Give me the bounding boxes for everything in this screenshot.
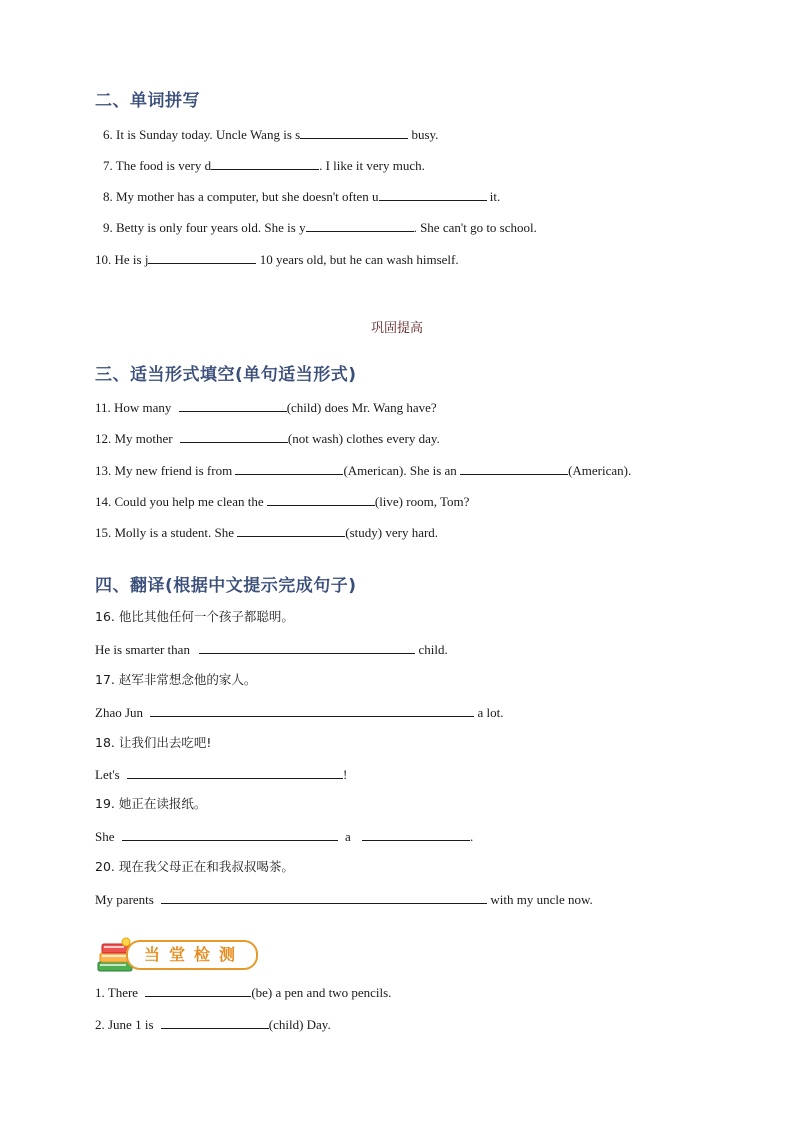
answer-blank[interactable] [211,157,319,170]
answer-blank[interactable] [145,984,251,997]
question-text: She [95,829,118,844]
question-text: 6. It is Sunday today. Uncle Wang is s [103,127,301,142]
question-6 [103,126,438,143]
question-text: it. [486,189,501,204]
answer-blank[interactable] [362,828,470,841]
question-13 [95,462,631,479]
question-16-prompt: 16. 他比其他任何一个孩子都聪明。 [95,609,294,624]
question-17-prompt: 17. 赵军非常想念他的家人。 [95,672,257,687]
question-text: 10 years old, but he can wash himself. [256,252,459,267]
question-12 [95,430,440,447]
answer-blank[interactable] [150,704,474,717]
question-text: 14. Could you help me clean the [95,494,267,509]
question-9 [103,219,537,236]
question-text: (not wash) clothes every day. [287,431,440,446]
question-20-answer [95,891,593,908]
question-text: 13. My new friend is from [95,463,236,478]
question-16-answer [95,641,448,658]
question-text: . I like it very much. [319,158,425,173]
question-text: 7. The food is very d [103,158,212,173]
question-text: My parents [95,892,158,907]
question-text: (American). [568,463,632,478]
question-text: (child) does Mr. Wang have? [286,400,437,415]
question-18-prompt: 18. 让我们出去吃吧! [95,735,212,750]
question-text: 11. How many [95,400,175,415]
consolidate-label: 巩固提高 [370,321,423,336]
answer-blank[interactable] [180,430,288,443]
question-text: 9. Betty is only four years old. She is y [103,220,306,235]
question-8 [103,188,500,205]
question-text: with my uncle now. [487,892,593,907]
question-7 [103,157,425,174]
question-text: 15. Molly is a student. She [95,525,238,540]
test-question-2 [95,1016,331,1033]
classroom-test-badge [96,936,261,976]
question-text: (child) Day. [268,1017,331,1032]
question-18-answer [95,766,347,783]
question-19-prompt: 19. 她正在读报纸。 [95,796,207,811]
answer-blank[interactable] [148,251,256,264]
answer-blank[interactable] [161,891,487,904]
badge-label: 当堂检测 [144,945,245,964]
section-title-translation: 四、翻译(根据中文提示完成句子) [95,576,357,596]
question-text: 10. He is j [95,252,149,267]
question-text: 1. There [95,985,142,1000]
question-text: a [341,829,355,844]
answer-blank[interactable] [199,641,415,654]
question-text: (be) a pen and two pencils. [251,985,392,1000]
answer-blank[interactable] [237,524,345,537]
question-text: 2. June 1 is [95,1017,157,1032]
question-19-answer [95,828,473,845]
test-question-1 [95,984,391,1001]
question-text: a lot. [474,705,504,720]
question-text: ! [342,767,348,782]
answer-blank[interactable] [127,766,343,779]
question-text: (American). She is an [343,463,461,478]
question-text: 12. My mother [95,431,176,446]
question-20-prompt: 20. 现在我父母正在和我叔叔喝茶。 [95,859,294,874]
question-text: (study) very hard. [345,525,439,540]
answer-blank[interactable] [179,399,287,412]
question-text: Zhao Jun [95,705,147,720]
question-text: child. [415,642,448,657]
section-title-fill-forms: 三、适当形式填空(单句适当形式) [95,365,357,385]
question-text: (live) room, Tom? [374,494,470,509]
question-text: He is smarter than [95,642,194,657]
question-text: . She can't go to school. [413,220,537,235]
question-text: 8. My mother has a computer, but she doesn't often u [103,189,379,204]
answer-blank[interactable] [161,1016,269,1029]
question-17-answer [95,704,504,721]
answer-blank[interactable] [306,219,414,232]
answer-blank[interactable] [379,188,487,201]
question-14 [95,493,469,510]
question-15 [95,524,438,541]
answer-blank[interactable] [460,462,568,475]
answer-blank[interactable] [235,462,343,475]
question-text: busy. [408,127,439,142]
section-title-spelling: 二、单词拼写 [95,91,200,111]
question-10 [95,251,459,268]
question-text: . [470,829,474,844]
answer-blank[interactable] [300,126,408,139]
answer-blank[interactable] [267,493,375,506]
question-11 [95,399,437,416]
answer-blank[interactable] [122,828,338,841]
question-text: Let's [95,767,123,782]
